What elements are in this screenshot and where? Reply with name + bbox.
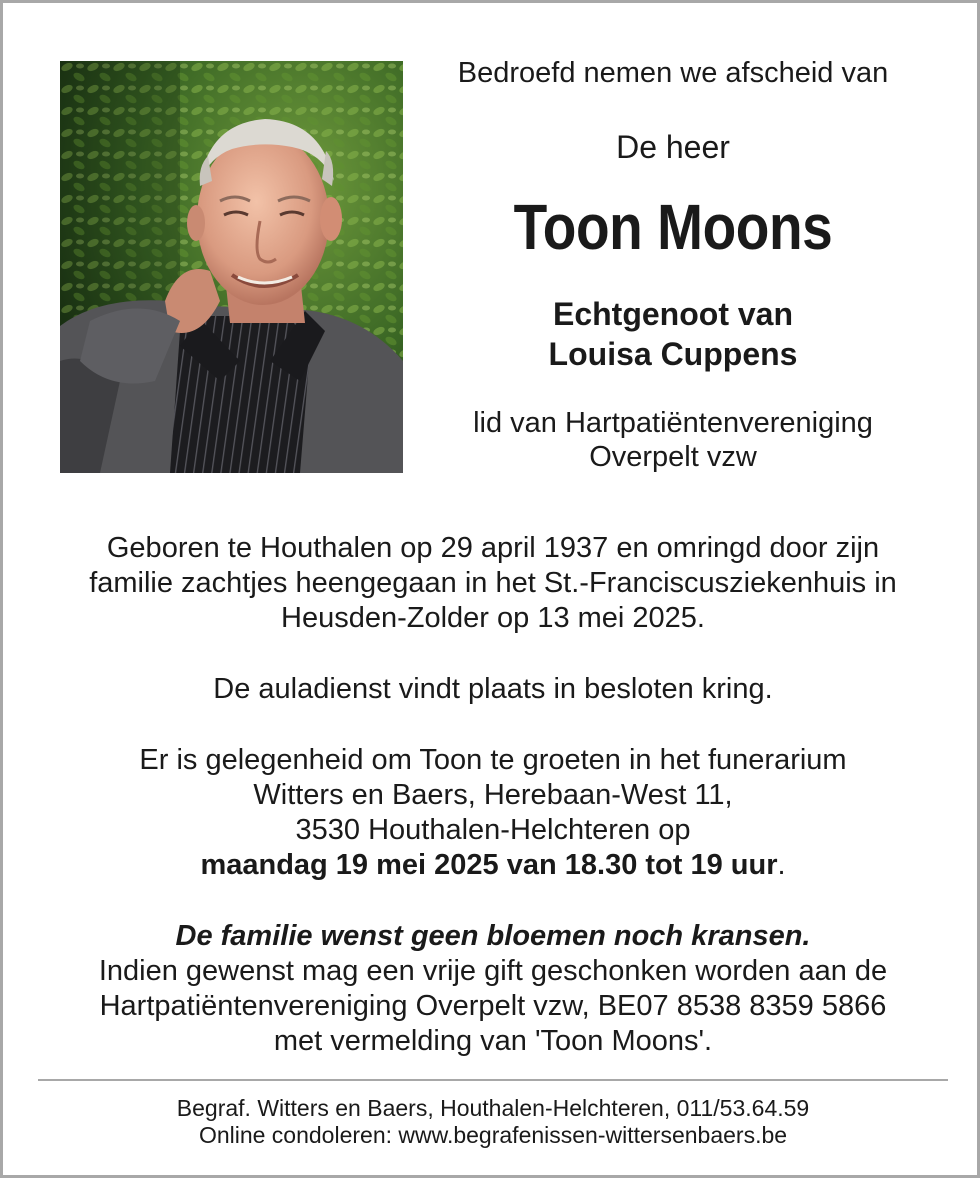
visitation-line: 3530 Houthalen-Helchteren op [295,814,691,846]
gift-line: met vermelding van 'Toon Moons'. [273,1025,713,1057]
footer [23,1095,963,1149]
no-flowers-notice: De familie wenst geen bloemen noch kransen. [175,920,811,952]
membership-block [408,406,938,474]
gift-line: Indien gewenst mag een vrije gift geschonken worden aan de [98,955,888,987]
deceased-name: Toon Moons [513,191,833,263]
service-line: De auladienst vindt plaats in besloten kring. [213,673,773,705]
announcement-body [23,531,963,1059]
gift-line: Hartpatiëntenvereniging Overpelt vzw, BE07 8538 8359 5866 [99,990,887,1022]
membership-line: lid van Hartpatiëntenvereniging [473,407,873,439]
condolence-link[interactable]: Online condoleren: www.begrafenissen-wittersenbaers.be [198,1122,788,1148]
visitation-line: Witters en Baers, Herebaan-West 11, [253,779,733,811]
spouse-name: Louisa Cuppens [548,336,798,372]
birth-line: Geboren te Houthalen op 29 april 1937 en omringd door zijn [106,532,880,564]
honorific: De heer [616,129,730,165]
visitation-time [23,848,963,883]
visitation-period: . [777,849,786,881]
portrait-illustration [60,61,403,473]
visitation-time-text: maandag 19 mei 2025 van 18.30 tot 19 uur [200,849,778,881]
footer-divider [38,1079,948,1081]
spouse-block [408,294,938,374]
membership-line: Overpelt vzw [589,441,757,473]
intro-line: Bedroefd nemen we afscheid van [457,57,889,89]
visitation-line: Er is gelegenheid om Toon te groeten in het funerarium [139,744,847,776]
header-block [408,53,938,474]
birth-line: Heusden-Zolder op 13 mei 2025. [281,602,705,634]
spouse-line: Echtgenoot van [552,296,793,332]
birth-line: familie zachtjes heengegaan in het St.-Franciscusziekenhuis in [89,567,897,599]
portrait-photo [60,61,403,473]
undertaker-info: Begraf. Witters en Baers, Houthalen-Helchteren, 011/53.64.59 [176,1095,810,1121]
